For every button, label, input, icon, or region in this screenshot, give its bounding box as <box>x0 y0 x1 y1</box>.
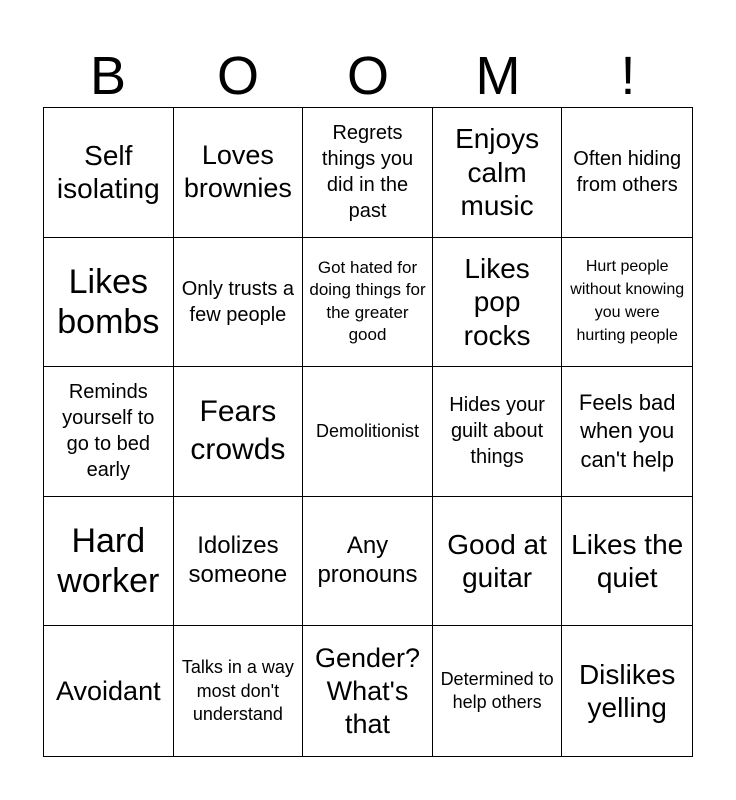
cell-text: Likes bombs <box>57 262 160 341</box>
bingo-cell[interactable] <box>44 497 174 627</box>
cell-text: Demolitionist <box>315 420 420 441</box>
bingo-cell[interactable] <box>562 367 692 497</box>
bingo-cell[interactable] <box>174 367 304 497</box>
cell-text: Reminds yourself to go to bed early <box>62 381 155 482</box>
header-letter-exclamation: ! <box>620 46 636 106</box>
header-letter-o1: O <box>216 46 259 106</box>
bingo-cell[interactable] <box>44 238 174 368</box>
cell-text: Talks in a way most don't understand <box>181 657 294 724</box>
cell-text: Got hated for doing things for the greater good <box>309 258 426 345</box>
bingo-cell[interactable] <box>303 367 433 497</box>
bingo-cell[interactable] <box>562 497 692 627</box>
cell-text: Likes pop rocks <box>463 252 531 351</box>
bingo-cell[interactable] <box>433 497 563 627</box>
cell-text: Self isolating <box>56 139 160 205</box>
bingo-cell[interactable] <box>174 497 304 627</box>
cell-text: Loves brownies <box>183 140 292 204</box>
bingo-cell[interactable] <box>303 238 433 368</box>
cell-text: Hides your guilt about things <box>449 394 545 469</box>
bingo-cell[interactable] <box>174 238 304 368</box>
bingo-cell[interactable] <box>433 626 563 756</box>
bingo-cell[interactable] <box>562 626 692 756</box>
cell-text: Hard worker <box>57 521 160 601</box>
bingo-cell[interactable] <box>433 238 563 368</box>
cell-text: Any pronouns <box>317 532 418 589</box>
cell-text: Good at guitar <box>447 528 547 594</box>
bingo-cell[interactable] <box>433 108 563 238</box>
bingo-board <box>43 107 693 757</box>
header-letter-m: M <box>475 46 521 106</box>
bingo-cell[interactable] <box>562 238 692 368</box>
cell-text: Regrets things you did in the past <box>321 122 414 223</box>
bingo-cell[interactable] <box>303 497 433 627</box>
cell-text: Enjoys calm music <box>455 122 540 222</box>
bingo-cell[interactable] <box>44 626 174 756</box>
cell-text: Likes the quiet <box>571 528 684 594</box>
bingo-cell[interactable] <box>562 108 692 238</box>
bingo-cell[interactable] <box>174 626 304 756</box>
bingo-cell[interactable] <box>174 108 304 238</box>
cell-text: Hurt people without knowing you were hurting people <box>570 258 685 344</box>
header-letter-o2: O <box>346 46 389 106</box>
cell-text: Dislikes yelling <box>578 658 676 724</box>
cell-text: Only trusts a few people <box>181 277 295 326</box>
cell-text: Gender? What's that <box>314 642 421 739</box>
cell-text: Feels bad when you can't help <box>578 389 676 472</box>
bingo-cell[interactable] <box>433 367 563 497</box>
cell-text: Avoidant <box>56 675 161 706</box>
header-letter-b: B <box>89 46 127 106</box>
cell-text: Often hiding from others <box>573 148 682 197</box>
cell-text: Determined to help others <box>440 668 554 713</box>
cell-text: Fears crowds <box>190 395 286 467</box>
bingo-cell[interactable] <box>303 108 433 238</box>
bingo-cell[interactable] <box>44 108 174 238</box>
cell-text: Idolizes someone <box>188 532 288 589</box>
bingo-cell[interactable] <box>303 626 433 756</box>
bingo-header <box>43 44 693 108</box>
bingo-cell[interactable] <box>44 367 174 497</box>
